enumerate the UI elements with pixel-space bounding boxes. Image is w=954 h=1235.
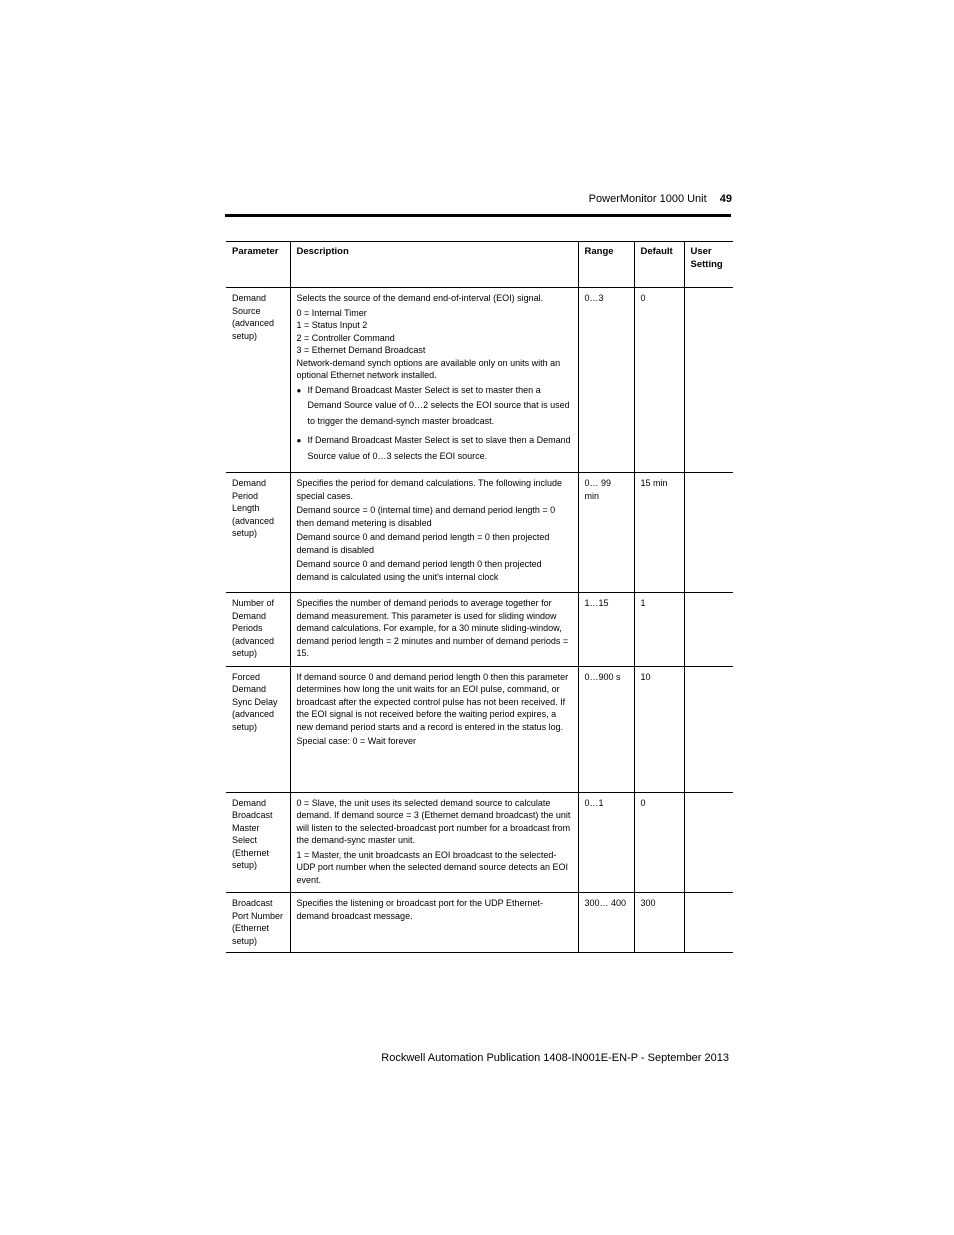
description-text: 1 = Master, the unit broadcasts an EOI broadcast to the selected-UDP port number when the selected demand source detects an EOI event. [296, 849, 568, 885]
table-row [226, 593, 733, 667]
description-text: 3 = Ethernet Demand Broadcast [296, 345, 426, 355]
description-text: Specifies the listening or broadcast port for the UDP Ethernet-demand broadcast message. [296, 898, 543, 921]
default-cell: 15 min [634, 473, 684, 593]
column-header-range: Range [578, 242, 634, 288]
default-cell: 300 [634, 893, 684, 953]
range-cell: 300… 400 [578, 893, 634, 953]
range-cell: 0…900 s [578, 666, 634, 792]
column-header-user-setting: User Setting [684, 242, 733, 288]
default-cell: 10 [634, 666, 684, 792]
header-rule [225, 214, 731, 217]
description-text: 2 = Controller Command [296, 332, 395, 343]
parameter-cell: Broadcast Port Number (Ethernet setup) [232, 898, 284, 946]
description-text: Specifies the period for demand calculations. The following include special cases. [296, 478, 562, 501]
range-cell: 0…3 [578, 288, 634, 473]
description-text: Demand source 0 and demand period length 0 then projected demand is calculated using the unit's internal clock [296, 559, 542, 582]
column-header-parameter: Parameter [232, 246, 279, 257]
bullet-item: ● If Demand Broadcast Master Select is set to master then a Demand Source value of 0…2 selects the EOI source that is used to trigger the demand-synch master broadcast. [297, 383, 572, 430]
range-cell: 1…15 [578, 593, 634, 667]
description-cell [290, 893, 578, 953]
user-setting-cell [684, 666, 733, 792]
description-text: Demand source = 0 (internal time) and demand period length = 0 then demand metering is disabled [296, 505, 556, 528]
user-setting-cell [684, 893, 733, 953]
bullet-item: ● If Demand Broadcast Master Select is set to slave then a Demand Source value of 0…3 selects the EOI source. [297, 433, 572, 464]
description-text: Specifies the number of demand periods to average together for demand measurement. This parameter is used for sliding window demand calculations. For example, for a 30 minute sliding-window, demand period length = 2 minutes and number of demand periods = 15. [296, 598, 569, 658]
description-text: 1 = Status Input 2 [296, 320, 368, 330]
parameter-cell: Number of Demand Periods (advanced setup) [232, 598, 275, 658]
bullet-list [297, 383, 572, 465]
range-cell: 0… 99 min [578, 473, 634, 593]
description-text: Special case: 0 = Wait forever [296, 736, 416, 746]
description-text: 0 = Internal Timer [296, 307, 367, 318]
page-number: 49 [719, 193, 732, 205]
parameter-cell: Demand Broadcast Master Select (Ethernet setup) [232, 797, 273, 870]
page-header [589, 193, 732, 205]
description-cell [290, 288, 578, 473]
table-row [226, 473, 733, 593]
table-row [226, 666, 733, 792]
parameter-cell: Demand Period Length (advanced setup) [232, 478, 275, 538]
table-row [226, 288, 733, 473]
page-footer: Rockwell Automation Publication 1408-IN001E-EN-P - September 2013 [381, 1052, 729, 1064]
parameter-table [226, 241, 733, 953]
table-row [226, 893, 733, 953]
description-text: Demand source 0 and demand period length = 0 then projected demand is disabled [296, 532, 550, 555]
parameter-cell: Forced Demand Sync Delay (advanced setup) [232, 671, 278, 732]
description-cell [290, 473, 578, 593]
user-setting-cell [684, 473, 733, 593]
description-cell [290, 666, 578, 792]
description-text: If demand source 0 and demand period length 0 then this parameter determines how long the unit waits for an EOI pulse, command, or broadcast after the expected control pulse has not been received. If the EOI signal is not received before the waiting period expires, a new demand period starts and a record is entered in the status log. [296, 671, 569, 732]
default-cell: 0 [634, 792, 684, 893]
description-text: Selects the source of the demand end-of-interval (EOI) signal. [296, 293, 544, 303]
default-cell: 1 [634, 593, 684, 667]
user-setting-cell [684, 792, 733, 893]
description-text: Network-demand synch options are available only on units with an optional Ethernet network installed. [296, 357, 561, 380]
table-header-row [226, 242, 733, 288]
table-row [226, 792, 733, 893]
column-header-default: Default [634, 242, 684, 288]
description-cell [290, 792, 578, 893]
range-cell: 0…1 [578, 792, 634, 893]
header-title: PowerMonitor 1000 Unit [588, 193, 707, 205]
default-cell: 0 [634, 288, 684, 473]
parameter-cell: Demand Source (advanced setup) [232, 293, 275, 341]
column-header-description: Description [290, 242, 578, 288]
description-cell [290, 593, 578, 667]
description-text: 0 = Slave, the unit uses its selected demand source to calculate demand. If demand source = 3 (Ethernet demand broadcast) the unit will listen to the selected-broadcast port number for a broadcast from the demand-sync master unit. [296, 797, 571, 845]
user-setting-cell [684, 593, 733, 667]
user-setting-cell [684, 288, 733, 473]
